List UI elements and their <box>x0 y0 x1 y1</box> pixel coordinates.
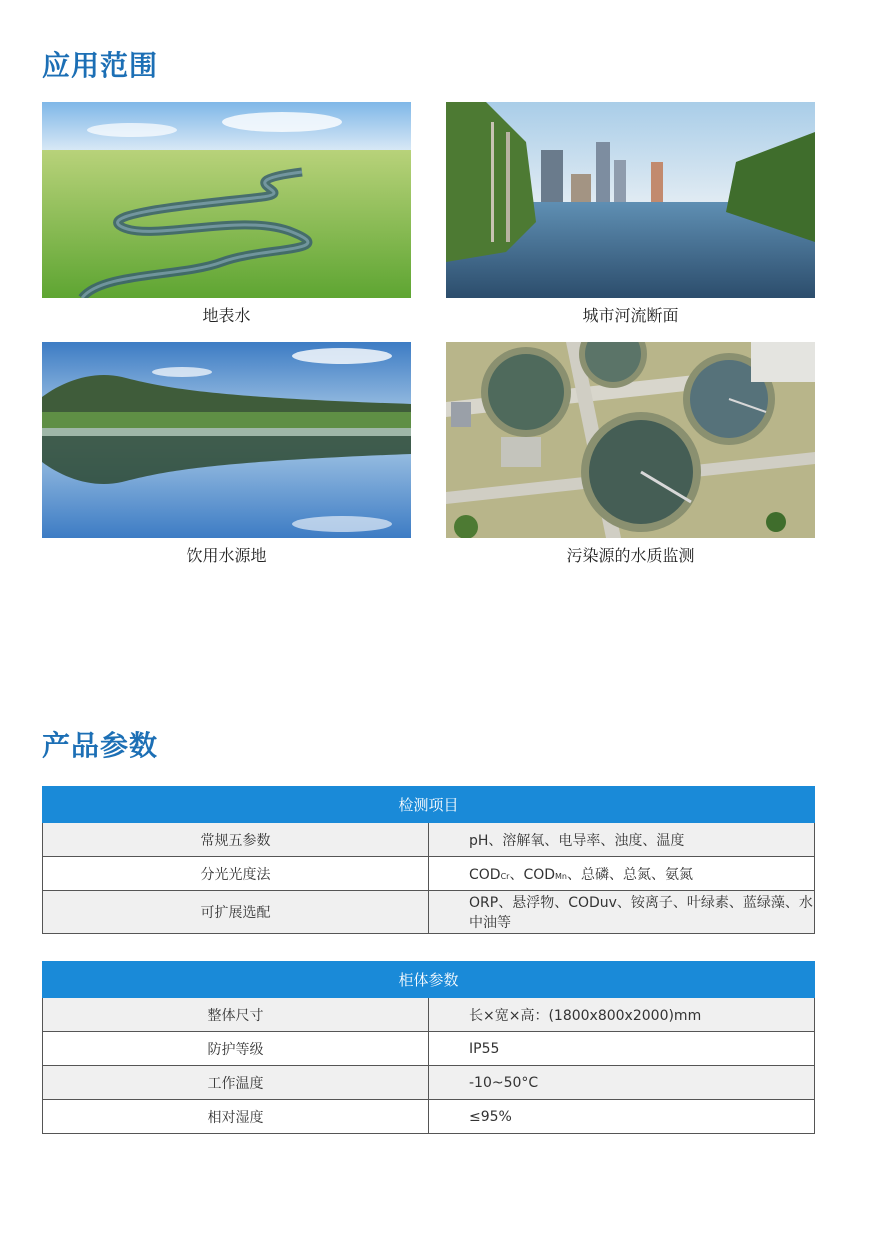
row-key: 分光光度法 <box>43 857 429 891</box>
row-key: 整体尺寸 <box>43 998 429 1032</box>
value-part: 、总磷、总氮、氨氮 <box>567 866 694 883</box>
photo-caption: 污染源的水质监测 <box>566 546 695 565</box>
section-title-application: 应用范围 <box>42 49 159 82</box>
photo-caption: 饮用水源地 <box>186 546 267 565</box>
grassland-river-photo <box>42 102 411 298</box>
photo-caption: 地表水 <box>202 306 251 325</box>
table-row <box>43 891 815 934</box>
photo-caption: 城市河流断面 <box>582 306 679 325</box>
row-value: pH、溶解氧、电导率、浊度、温度 <box>429 823 815 857</box>
city-river-photo <box>446 102 815 298</box>
value-subscript: Cr <box>500 871 510 881</box>
table-header: 检测项目 <box>43 787 815 823</box>
row-value: 长×宽×高：(1800x800x2000)mm <box>429 998 815 1032</box>
table-row <box>43 1100 815 1134</box>
row-value: ≤95% <box>429 1100 815 1134</box>
cabinet-table <box>42 961 815 1134</box>
row-key: 常规五参数 <box>43 823 429 857</box>
detection-table <box>42 786 815 934</box>
table-row <box>43 1066 815 1100</box>
table-row <box>43 998 815 1032</box>
value-part: COD <box>469 866 501 883</box>
row-key: 可扩展选配 <box>43 891 429 934</box>
table-row <box>43 857 815 891</box>
table-row <box>43 1032 815 1066</box>
row-value: ORP、悬浮物、CODuv、铵离子、叶绿素、蓝绿藻、水中油等 <box>429 891 815 934</box>
value-part: 、COD <box>509 866 556 883</box>
lake-reflection-photo <box>42 342 411 538</box>
table-row <box>43 823 815 857</box>
row-value: -10~50°C <box>429 1066 815 1100</box>
row-key: 相对湿度 <box>43 1100 429 1134</box>
row-value: IP55 <box>429 1032 815 1066</box>
section-title-params: 产品参数 <box>42 729 159 762</box>
value-subscript: Mn <box>555 871 568 881</box>
row-value <box>429 857 815 891</box>
row-key: 工作温度 <box>43 1066 429 1100</box>
table-header: 柜体参数 <box>43 962 815 998</box>
row-key: 防护等级 <box>43 1032 429 1066</box>
treatment-plant-photo <box>446 342 815 538</box>
